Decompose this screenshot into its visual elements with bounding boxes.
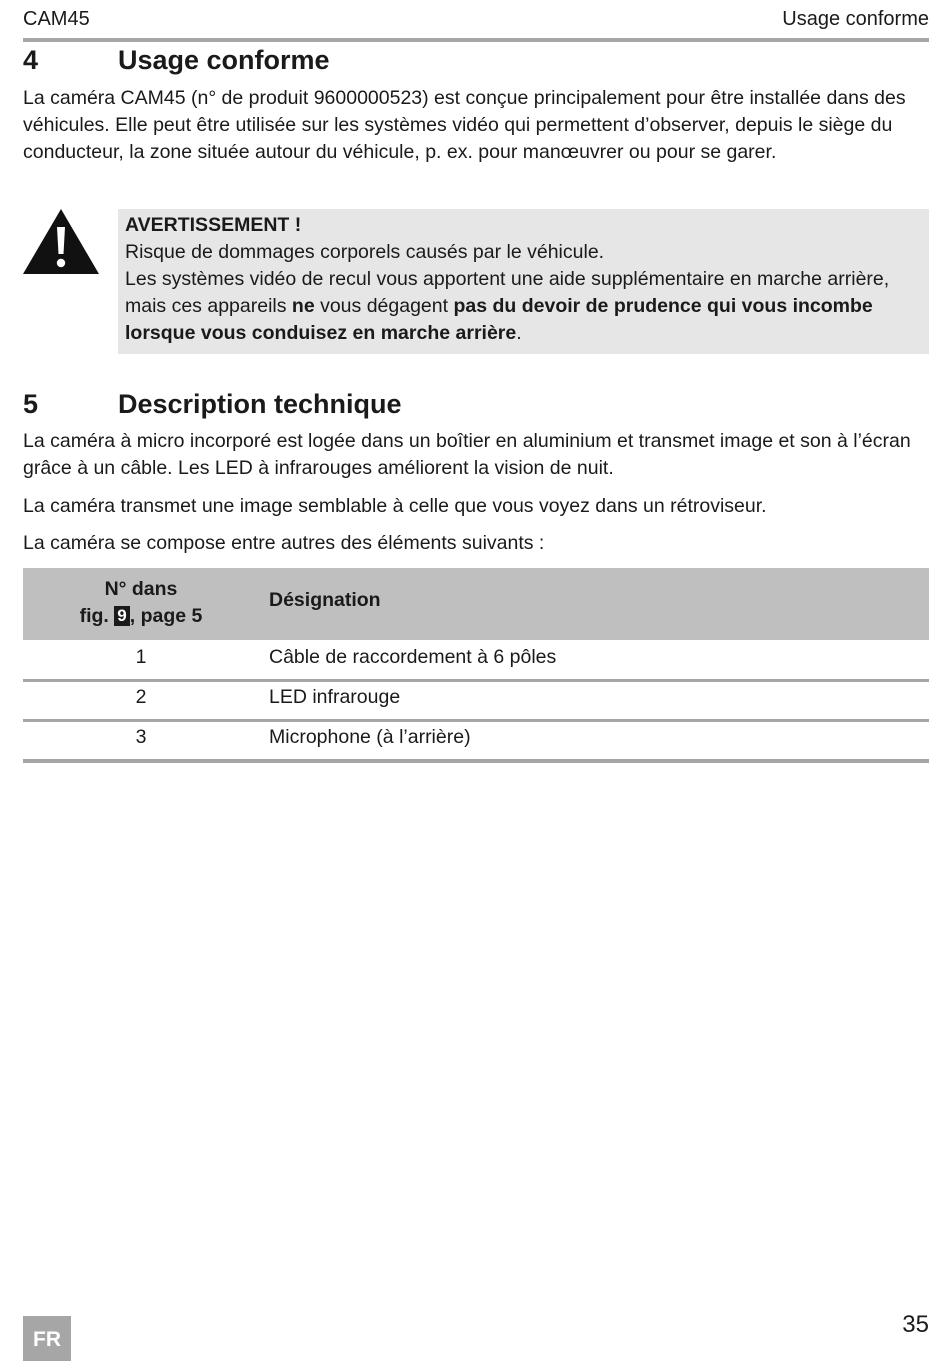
section-5-paragraph-3: La caméra se compose entre autres des éléments suivants : (23, 532, 545, 554)
table-cell-designation: LED infrarouge (269, 686, 401, 708)
table-row (23, 640, 929, 678)
table-cell-designation: Câble de raccordement à 6 pôles (269, 646, 557, 668)
header-section-title: Usage conforme (782, 8, 929, 30)
warning-box (118, 209, 929, 354)
warning-title: AVERTISSEMENT ! (125, 214, 302, 236)
table-header-number (23, 576, 259, 630)
section-4-title: Usage conforme (118, 45, 330, 75)
section-4-paragraph: La caméra CAM45 (n° de produit 9600000523) est conçue principalement pour être installée dans des véhicules. Elle peut être utilisée sur les systèmes vidéo qui permettent d’observer, depuis le siège du conducteur, la zone située autour du véhicule, p. ex. pour manœuvrer ou pour se garer. (23, 87, 906, 163)
table-row (23, 680, 929, 718)
language-badge: FR (23, 1316, 71, 1361)
warning-body (125, 266, 925, 347)
table-cell-designation: Microphone (à l’arrière) (269, 726, 471, 748)
table-header-number-line1: N° dans (104, 578, 178, 600)
section-5-number: 5 (23, 389, 39, 419)
header-product-name: CAM45 (23, 8, 90, 30)
warning-bold-a: ne (291, 295, 315, 317)
header-divider (23, 38, 929, 42)
table-cell-number: 3 (135, 726, 147, 748)
table-header-designation: Désignation (269, 589, 381, 611)
section-4-number: 4 (23, 45, 39, 75)
table-row (23, 720, 929, 758)
section-5-title: Description technique (118, 389, 402, 419)
warning-text-b: vous dégagent (314, 295, 454, 317)
warning-triangle-icon (22, 207, 100, 275)
figure-number-badge: 9 (114, 606, 129, 626)
warning-text-a: Les systèmes vidéo de recul vous apportent une aide supplémentaire en marche arrière, mais ces appareils (125, 268, 890, 317)
table-header-page-ref: , page 5 (129, 605, 203, 627)
warning-risk-line: Risque de dommages corporels causés par le véhicule. (125, 241, 605, 263)
table-cell-number: 1 (135, 646, 147, 668)
section-5-paragraph-1: La caméra à micro incorporé est logée dans un boîtier en aluminium et transmet image et son à l’écran grâce à un câble. Les LED à infrarouges améliorent la vision de nuit. (23, 430, 911, 479)
warning-bold-b: pas du devoir de prudence qui vous incombe lorsque vous conduisez en marche arrière (125, 295, 873, 344)
table-cell-number: 2 (135, 686, 147, 708)
warning-text-c: . (516, 322, 522, 344)
table-header-fig-label: fig. (79, 605, 109, 627)
page-number: 35 (902, 1311, 929, 1338)
table-header (23, 568, 929, 640)
section-5-paragraph-2: La caméra transmet une image semblable à celle que vous voyez dans un rétroviseur. (23, 495, 767, 517)
table-bottom-rule (23, 759, 929, 763)
